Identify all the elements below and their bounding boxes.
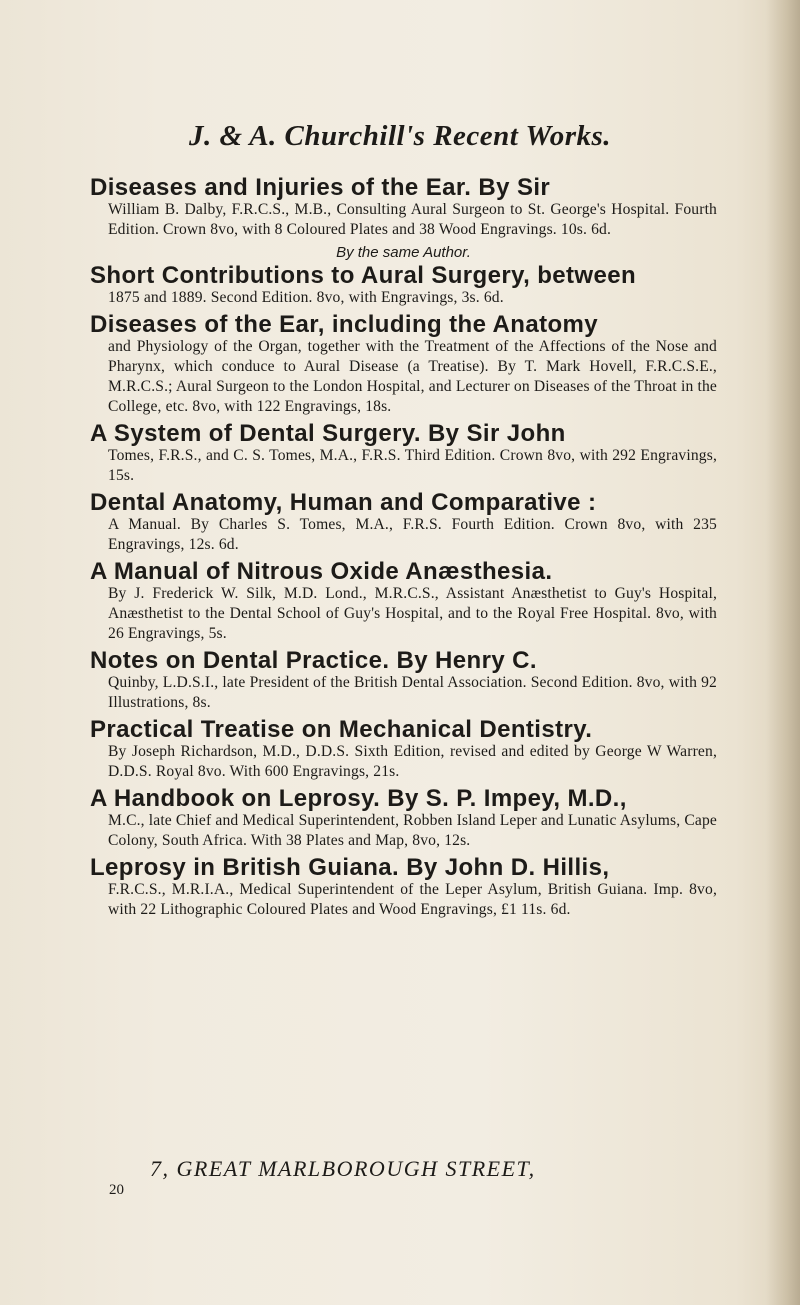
page-edge-shadow <box>766 0 800 1305</box>
entry-body: A Manual. By Charles S. Tomes, M.A., F.R.S. Fourth Edition. Crown 8vo, with 235 Engravings, 12s. 6d. <box>108 516 717 553</box>
advert-entry <box>90 312 717 417</box>
advert-entry <box>90 559 717 644</box>
publisher-address: 7, GREAT MARLBOROUGH STREET, <box>150 1156 536 1181</box>
advert-entry <box>90 786 717 851</box>
advert-entry <box>90 421 717 486</box>
advert-entry <box>90 855 717 920</box>
entry-title: A Manual of Nitrous Oxide Anæsthesia. <box>90 558 553 585</box>
entry-body: F.R.C.S., M.R.I.A., Medical Superintendent of the Leper Asylum, British Guiana. Imp. 8vo, with 22 Lithographic Coloured Plates and Wood Engravings, £1 11s. 6d. <box>108 881 717 918</box>
entry-body: 1875 and 1889. Second Edition. 8vo, with Engravings, 3s. 6d. <box>108 289 504 306</box>
entry-title: Diseases of the Ear, including the Anatomy <box>90 311 599 338</box>
entry-title: Leprosy in British Guiana. By John D. Hillis, <box>90 854 610 881</box>
advert-list <box>90 175 717 924</box>
entry-title: Diseases and Injuries of the Ear. By Sir <box>90 174 551 201</box>
entry-body: William B. Dalby, F.R.C.S., M.B., Consulting Aural Surgeon to St. George's Hospital. Fourth Edition. Crown 8vo, with 8 Coloured Plates and 38 Wood Engravings. 10s. 6d. <box>108 201 717 238</box>
entry-title: Notes on Dental Practice. By Henry C. <box>90 647 537 674</box>
entry-body: Tomes, F.R.S., and C. S. Tomes, M.A., F.R.S. Third Edition. Crown 8vo, with 292 Engravings, 15s. <box>108 447 717 484</box>
entry-body: By J. Frederick W. Silk, M.D. Lond., M.R.C.S., Assistant Anæsthetist to Guy's Hospital, Anæsthetist to the Dental School of Guy's Hospital, and to the Royal Free Hospital. 8vo, with 26 Engravings, 5s. <box>108 585 717 642</box>
entry-body: By Joseph Richardson, M.D., D.D.S. Sixth Edition, revised and edited by George W Warren, D.D.S. Royal 8vo. With 600 Engravings, 21s. <box>108 743 717 780</box>
same-author-note: By the same Author. <box>336 244 471 261</box>
entry-body: Quinby, L.D.S.I., late President of the British Dental Association. Second Edition. 8vo, with 92 Illustrations, 8s. <box>108 674 717 711</box>
entry-title: Practical Treatise on Mechanical Dentistry. <box>90 716 593 743</box>
entry-title: A Handbook on Leprosy. By S. P. Impey, M.D., <box>90 785 627 812</box>
page-header: J. & A. Churchill's Recent Works. <box>188 120 612 152</box>
advert-entry <box>90 717 717 782</box>
advert-entry <box>90 263 717 308</box>
entry-body: and Physiology of the Organ, together with the Treatment of the Affections of the Nose and Pharynx, which conduce to Aural Disease (a Treatise). By T. Mark Hovell, F.R.C.S.E., M.R.C.S.; Aural Surgeon to the London Hospital, and Lecturer on Diseases of the Throat in the College, etc. 8vo, with 122 Engravings, 18s. <box>108 338 717 415</box>
advert-entry <box>90 648 717 713</box>
advert-entry <box>90 490 717 555</box>
entry-title: A System of Dental Surgery. By Sir John <box>90 420 566 447</box>
entry-body: M.C., late Chief and Medical Superintendent, Robben Island Leper and Lunatic Asylums, Cape Colony, South Africa. With 38 Plates and Map, 8vo, 12s. <box>108 812 717 849</box>
advert-entry <box>90 175 717 240</box>
entry-title: Dental Anatomy, Human and Comparative : <box>90 489 597 516</box>
entry-title: Short Contributions to Aural Surgery, between <box>90 262 637 289</box>
signature-mark: 20 <box>109 1182 124 1198</box>
